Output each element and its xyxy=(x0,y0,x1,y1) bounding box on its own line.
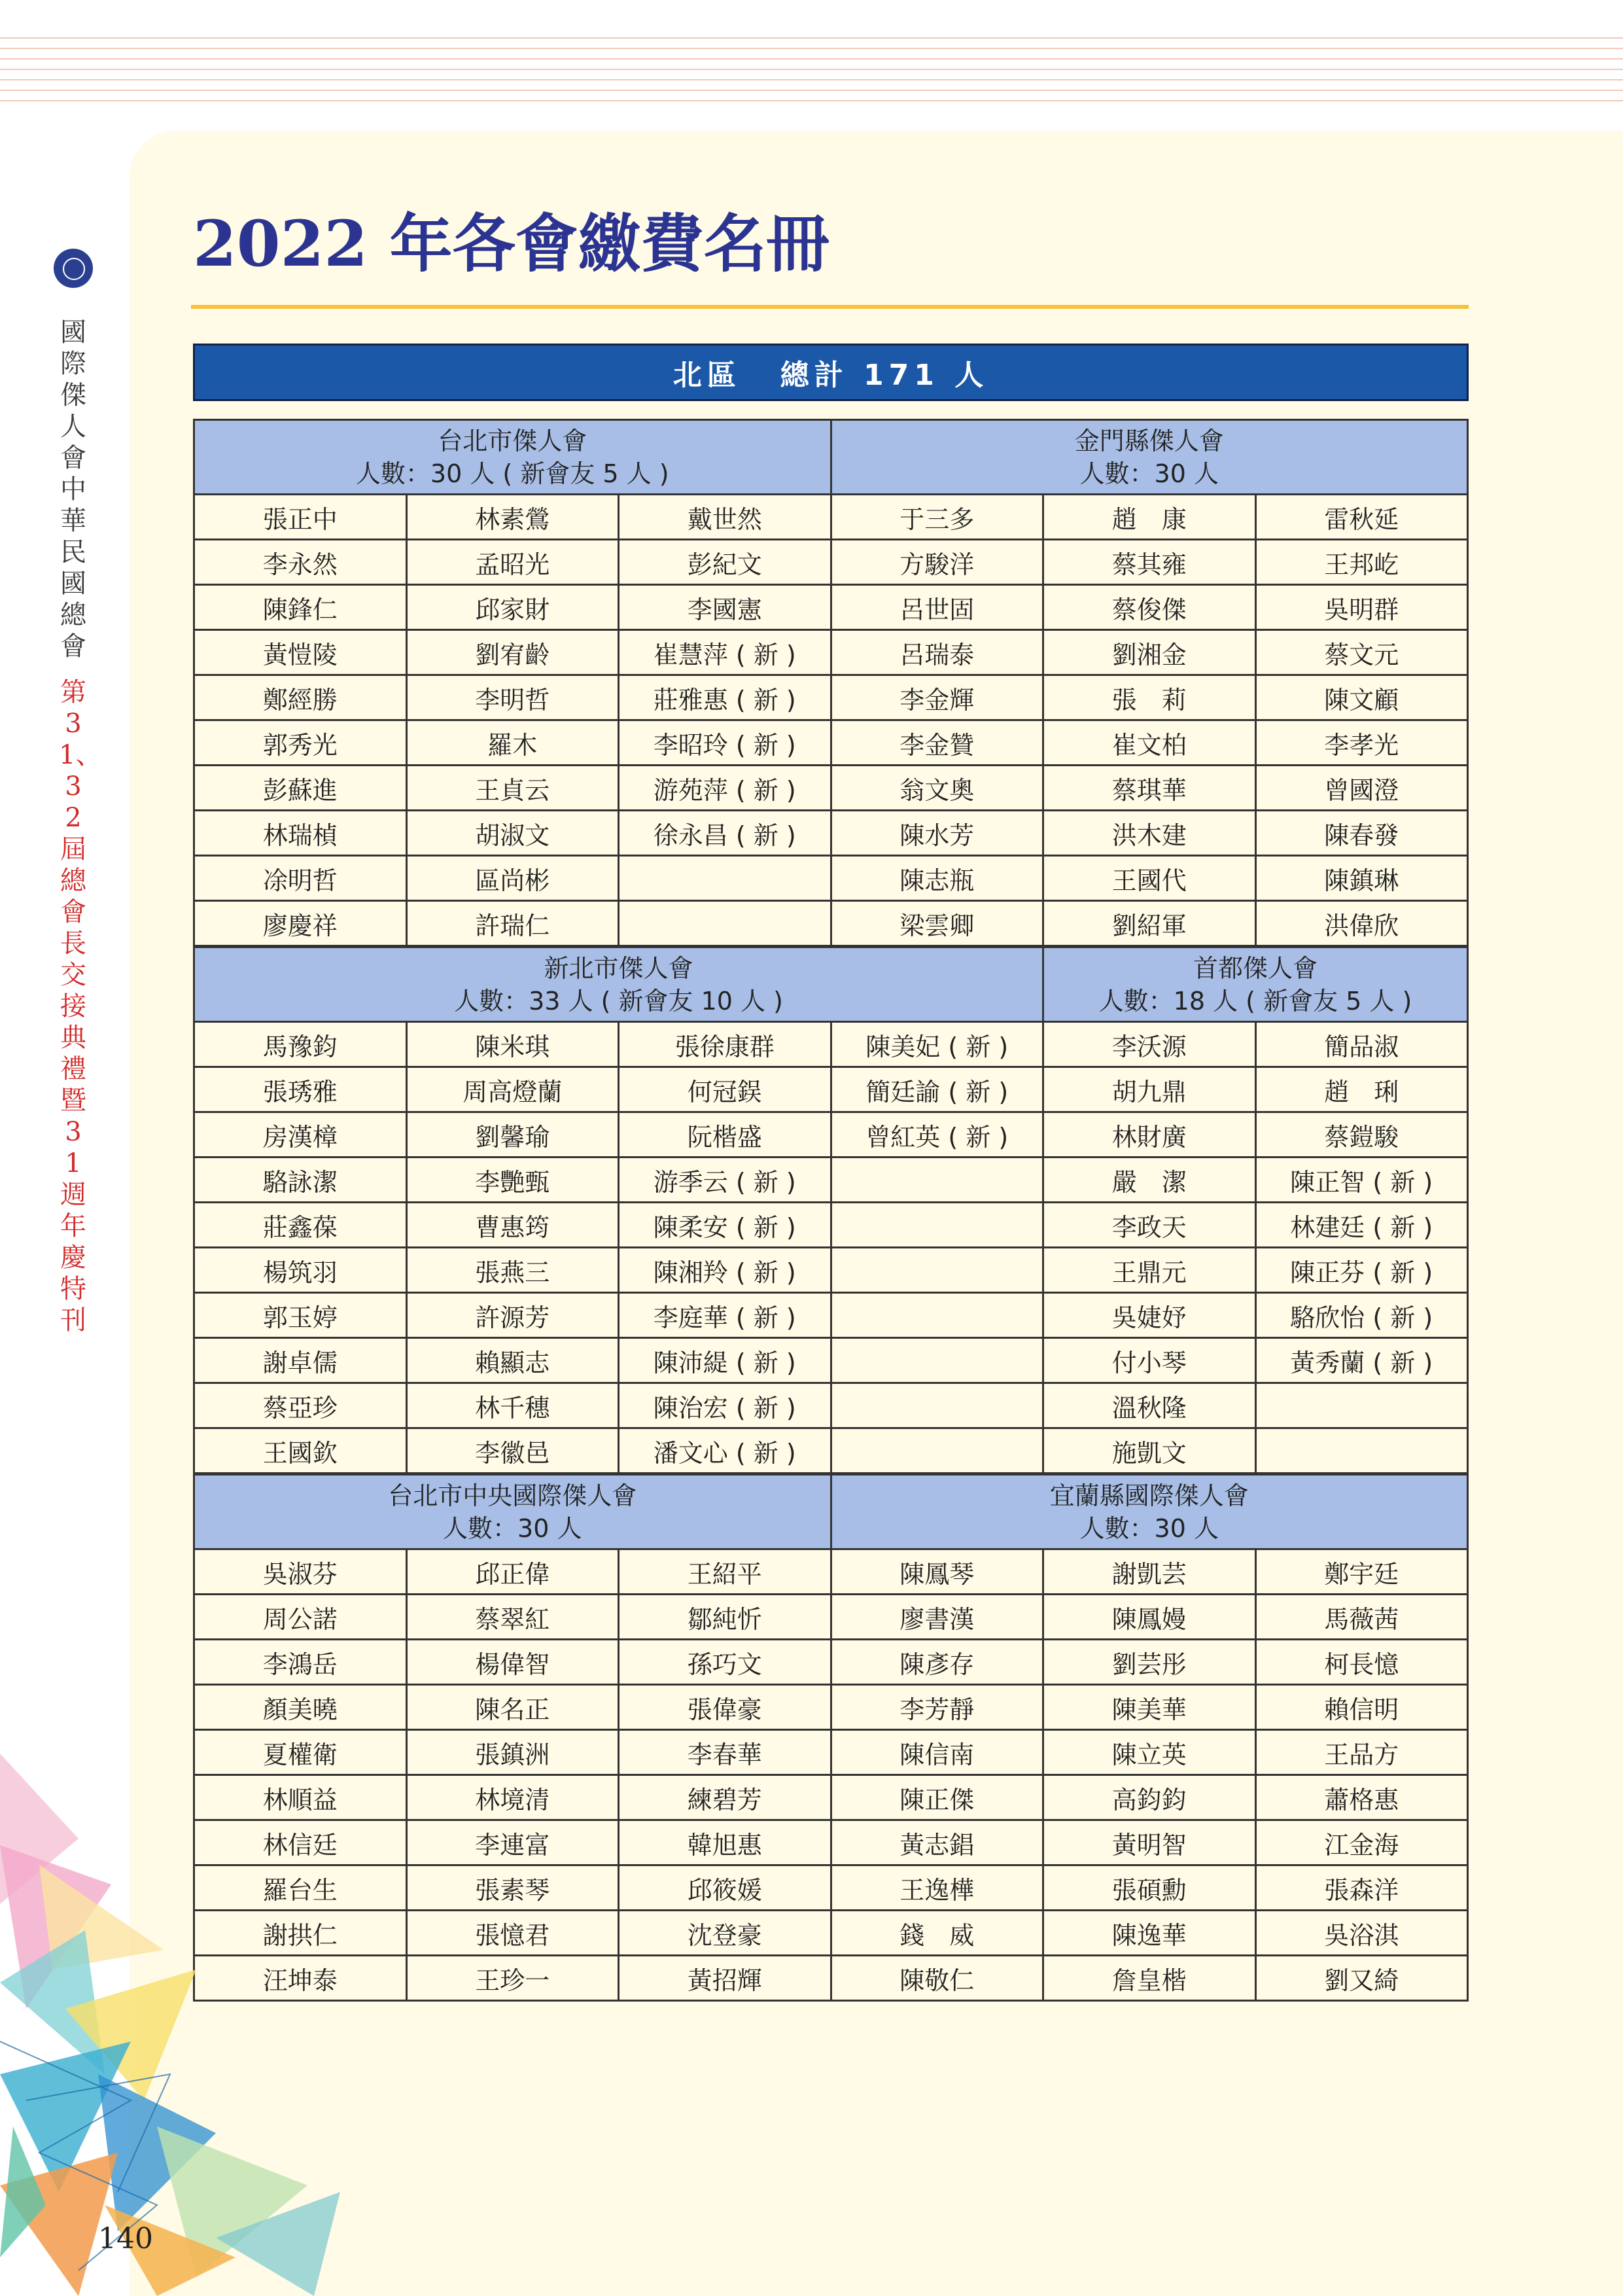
member-name-cell: 陳信南 xyxy=(831,1730,1043,1775)
table-row xyxy=(194,1549,1468,1595)
region-total: 總計 171 人 xyxy=(780,359,989,392)
club-count: 人數：33 人 ( 新會友 10 人 ) xyxy=(454,986,783,1016)
member-name-cell: 徐永昌 ( 新 ) xyxy=(619,811,831,856)
member-name-cell: 李庭華 ( 新 ) xyxy=(619,1293,831,1338)
member-name-cell: 蔡亞珍 xyxy=(194,1383,407,1428)
top-stripes-decoration xyxy=(0,0,1623,108)
member-name-cell: 陳治宏 ( 新 ) xyxy=(619,1383,831,1428)
member-name-cell: 陳鳳琴 xyxy=(831,1549,1043,1595)
table-row xyxy=(194,1595,1468,1640)
member-name-cell: 張素琴 xyxy=(406,1865,619,1911)
member-name-cell: 李金輝 xyxy=(831,675,1043,720)
member-name-cell: 鄭宇廷 xyxy=(1255,1549,1468,1595)
member-name-cell: 凃明哲 xyxy=(194,856,407,901)
member-name-cell: 吳明群 xyxy=(1255,585,1468,630)
member-name-cell: 阮楷盛 xyxy=(619,1112,831,1157)
member-name-cell: 許源芳 xyxy=(406,1293,619,1338)
member-name-cell: 黃愷陵 xyxy=(194,630,407,675)
member-name-cell: 謝凱芸 xyxy=(1043,1549,1256,1595)
member-name-cell: 蕭格惠 xyxy=(1255,1775,1468,1820)
member-name-cell: 韓旭惠 xyxy=(619,1820,831,1865)
club-name: 新北市傑人會 xyxy=(544,953,693,983)
member-name-cell: 呂瑞泰 xyxy=(831,630,1043,675)
table-row xyxy=(194,1293,1468,1338)
member-name-cell: 謝卓儒 xyxy=(194,1338,407,1383)
table-row xyxy=(194,1775,1468,1820)
member-name-cell: 李艷甄 xyxy=(406,1157,619,1203)
member-name-cell: 張正中 xyxy=(194,495,407,540)
member-name-cell: 張琇雅 xyxy=(194,1067,407,1112)
club-header-right xyxy=(831,420,1468,495)
member-name-cell: 李金贊 xyxy=(831,720,1043,766)
member-name-cell: 方駿洋 xyxy=(831,540,1043,585)
member-name-cell: 張燕三 xyxy=(406,1248,619,1293)
table-row xyxy=(194,1022,1468,1067)
member-name-cell: 區尚彬 xyxy=(406,856,619,901)
member-name-cell: 吳婕妤 xyxy=(1043,1293,1256,1338)
table-row xyxy=(194,856,1468,901)
member-name-cell: 江金海 xyxy=(1255,1820,1468,1865)
member-name-cell: 付小琴 xyxy=(1043,1338,1256,1383)
table-row xyxy=(194,901,1468,946)
member-name-cell: 許瑞仁 xyxy=(406,901,619,946)
member-name-cell: 曾國澄 xyxy=(1255,766,1468,811)
member-name-cell: 梁雲卿 xyxy=(831,901,1043,946)
club-header-right xyxy=(831,1475,1468,1549)
club-header-left xyxy=(194,420,831,495)
member-name-cell: 陳米琪 xyxy=(406,1022,619,1067)
member-name-cell: 顏美曉 xyxy=(194,1685,407,1730)
member-name-cell: 林順益 xyxy=(194,1775,407,1820)
member-name-cell: 翁文奧 xyxy=(831,766,1043,811)
club-count: 人數：30 人 xyxy=(1079,459,1219,488)
member-name-cell: 張鎮洲 xyxy=(406,1730,619,1775)
decorative-triangles xyxy=(0,1734,340,2296)
table-row xyxy=(194,1248,1468,1293)
member-name-cell: 陳鎮琳 xyxy=(1255,856,1468,901)
member-name-cell: 吳浴淇 xyxy=(1255,1911,1468,1956)
table-row xyxy=(194,1383,1468,1428)
member-name-cell xyxy=(1255,1428,1468,1474)
member-name-cell: 劉又綺 xyxy=(1255,1956,1468,2001)
table-row xyxy=(194,1067,1468,1112)
member-name-cell: 陳美妃 ( 新 ) xyxy=(831,1022,1043,1067)
member-name-cell: 張碩勳 xyxy=(1043,1865,1256,1911)
member-name-cell: 張 莉 xyxy=(1043,675,1256,720)
member-name-cell: 彭蘇進 xyxy=(194,766,407,811)
sidebar xyxy=(47,249,102,1336)
region-banner xyxy=(193,344,1469,401)
member-name-cell: 蔡翠紅 xyxy=(406,1595,619,1640)
member-name-cell: 陳正芬 ( 新 ) xyxy=(1255,1248,1468,1293)
member-name-cell: 陳柔安 ( 新 ) xyxy=(619,1203,831,1248)
member-name-cell: 劉馨瑜 xyxy=(406,1112,619,1157)
club-header-left xyxy=(194,1475,831,1549)
member-name-cell: 王邦屹 xyxy=(1255,540,1468,585)
club-name: 金門縣傑人會 xyxy=(1074,426,1224,455)
member-name-cell: 張徐康群 xyxy=(619,1022,831,1067)
member-name-cell: 林境清 xyxy=(406,1775,619,1820)
region-name: 北區 xyxy=(672,359,741,392)
member-name-cell: 王逸樺 xyxy=(831,1865,1043,1911)
member-name-cell: 李孝光 xyxy=(1255,720,1468,766)
table-row xyxy=(194,1157,1468,1203)
member-name-cell: 謝拱仁 xyxy=(194,1911,407,1956)
member-name-cell: 林瑞楨 xyxy=(194,811,407,856)
member-name-cell: 嚴 潔 xyxy=(1043,1157,1256,1203)
table-row xyxy=(194,1911,1468,1956)
table-row xyxy=(194,1338,1468,1383)
member-name-cell: 曹惠筠 xyxy=(406,1203,619,1248)
club-table-2 xyxy=(193,946,1469,1474)
table-row xyxy=(194,1640,1468,1685)
member-name-cell: 邱筱媛 xyxy=(619,1865,831,1911)
member-name-cell: 張偉豪 xyxy=(619,1685,831,1730)
table-row xyxy=(194,766,1468,811)
club-count: 人數：30 人 ( 新會友 5 人 ) xyxy=(355,459,669,488)
member-name-cell: 陳逸華 xyxy=(1043,1911,1256,1956)
club-count: 人數：18 人 ( 新會友 5 人 ) xyxy=(1098,986,1412,1016)
member-name-cell: 黃秀蘭 ( 新 ) xyxy=(1255,1338,1468,1383)
member-name-cell: 趙 康 xyxy=(1043,495,1256,540)
member-name-cell xyxy=(831,1293,1043,1338)
table-row xyxy=(194,540,1468,585)
club-name: 首都傑人會 xyxy=(1193,953,1318,983)
member-name-cell: 劉芸彤 xyxy=(1043,1640,1256,1685)
member-name-cell: 蔡琪華 xyxy=(1043,766,1256,811)
member-name-cell: 洪木建 xyxy=(1043,811,1256,856)
member-name-cell: 鄭經勝 xyxy=(194,675,407,720)
table-row xyxy=(194,495,1468,540)
table-row xyxy=(194,1730,1468,1775)
member-name-cell: 練碧芳 xyxy=(619,1775,831,1820)
member-name-cell: 錢 威 xyxy=(831,1911,1043,1956)
member-name-cell: 廖書漢 xyxy=(831,1595,1043,1640)
member-name-cell: 陳名正 xyxy=(406,1685,619,1730)
member-name-cell: 吳淑芬 xyxy=(194,1549,407,1595)
member-name-cell: 崔文柏 xyxy=(1043,720,1256,766)
member-name-cell: 游苑萍 ( 新 ) xyxy=(619,766,831,811)
member-name-cell: 沈登豪 xyxy=(619,1911,831,1956)
member-name-cell: 馬豫鈞 xyxy=(194,1022,407,1067)
member-name-cell: 王貞云 xyxy=(406,766,619,811)
member-name-cell: 雷秋延 xyxy=(1255,495,1468,540)
member-name-cell: 李徽邑 xyxy=(406,1428,619,1474)
member-name-cell: 陳彥存 xyxy=(831,1640,1043,1685)
side-title-text: 國際傑人會中華民國總會 xyxy=(60,317,86,662)
member-name-cell: 曾紅英 ( 新 ) xyxy=(831,1112,1043,1157)
member-name-cell: 王紹平 xyxy=(619,1549,831,1595)
member-name-cell: 張憶君 xyxy=(406,1911,619,1956)
member-name-cell: 林財廣 xyxy=(1043,1112,1256,1157)
member-name-cell: 陳美華 xyxy=(1043,1685,1256,1730)
member-name-cell: 簡廷諭 ( 新 ) xyxy=(831,1067,1043,1112)
table-row xyxy=(194,720,1468,766)
member-name-cell: 汪坤泰 xyxy=(194,1956,407,2001)
table-row xyxy=(194,1428,1468,1474)
member-name-cell: 林素鶯 xyxy=(406,495,619,540)
member-name-cell: 陳立英 xyxy=(1043,1730,1256,1775)
member-name-cell: 潘文心 ( 新 ) xyxy=(619,1428,831,1474)
member-name-cell: 王鼎元 xyxy=(1043,1248,1256,1293)
member-name-cell: 李鴻岳 xyxy=(194,1640,407,1685)
member-name-cell: 駱欣怡 ( 新 ) xyxy=(1255,1293,1468,1338)
table-row xyxy=(194,1203,1468,1248)
member-name-cell: 彭紀文 xyxy=(619,540,831,585)
member-name-cell xyxy=(831,1428,1043,1474)
member-name-cell: 邱家財 xyxy=(406,585,619,630)
club-name: 台北市傑人會 xyxy=(438,426,587,455)
member-name-cell xyxy=(831,1248,1043,1293)
member-name-cell: 李春華 xyxy=(619,1730,831,1775)
club-header-left xyxy=(194,947,1043,1022)
table-row xyxy=(194,1956,1468,2001)
member-name-cell: 蔡俊傑 xyxy=(1043,585,1256,630)
member-name-cell: 陳鳳嫚 xyxy=(1043,1595,1256,1640)
table-row xyxy=(194,1685,1468,1730)
member-name-cell: 劉宥齡 xyxy=(406,630,619,675)
member-name-cell xyxy=(1255,1383,1468,1428)
member-name-cell: 李連富 xyxy=(406,1820,619,1865)
member-name-cell: 施凱文 xyxy=(1043,1428,1256,1474)
member-name-cell: 劉紹軍 xyxy=(1043,901,1256,946)
member-name-cell: 房漢樟 xyxy=(194,1112,407,1157)
member-name-cell: 周公諾 xyxy=(194,1595,407,1640)
member-name-cell: 王國欽 xyxy=(194,1428,407,1474)
member-name-cell: 蔡鎧駿 xyxy=(1255,1112,1468,1157)
member-name-cell: 黃明智 xyxy=(1043,1820,1256,1865)
member-name-cell: 洪偉欣 xyxy=(1255,901,1468,946)
member-name-cell xyxy=(619,901,831,946)
table-row xyxy=(194,1865,1468,1911)
club-name: 宜蘭縣國際傑人會 xyxy=(1049,1481,1249,1510)
member-name-cell: 劉湘金 xyxy=(1043,630,1256,675)
member-name-cell: 游季云 ( 新 ) xyxy=(619,1157,831,1203)
member-name-cell: 王國代 xyxy=(1043,856,1256,901)
member-name-cell: 黃志錩 xyxy=(831,1820,1043,1865)
member-name-cell: 蔡其雍 xyxy=(1043,540,1256,585)
member-name-cell: 楊筑羽 xyxy=(194,1248,407,1293)
member-name-cell: 周高燈蘭 xyxy=(406,1067,619,1112)
member-name-cell: 陳水芳 xyxy=(831,811,1043,856)
member-name-cell: 李永然 xyxy=(194,540,407,585)
member-name-cell: 李沃源 xyxy=(1043,1022,1256,1067)
page-number: 140 xyxy=(98,2222,153,2255)
member-name-cell: 簡品淑 xyxy=(1255,1022,1468,1067)
member-name-cell: 胡九鼎 xyxy=(1043,1067,1256,1112)
member-name-cell xyxy=(831,1157,1043,1203)
member-name-cell: 黃招輝 xyxy=(619,1956,831,2001)
member-name-cell: 于三多 xyxy=(831,495,1043,540)
member-name-cell: 林信廷 xyxy=(194,1820,407,1865)
member-name-cell: 何冠鋘 xyxy=(619,1067,831,1112)
side-event-text: 第31、32屆總會長交接典禮暨31週年慶特刊 xyxy=(59,677,102,1335)
club-table-3 xyxy=(193,1474,1469,2002)
member-name-cell: 陳鋒仁 xyxy=(194,585,407,630)
member-name-cell: 高鈞鈞 xyxy=(1043,1775,1256,1820)
member-name-cell: 楊偉智 xyxy=(406,1640,619,1685)
member-name-cell: 郭玉婷 xyxy=(194,1293,407,1338)
table-row xyxy=(194,811,1468,856)
club-table-1 xyxy=(193,419,1469,947)
page-title: 2022 年各會繳費名冊 xyxy=(193,207,829,281)
table-row xyxy=(194,675,1468,720)
member-name-cell: 賴信明 xyxy=(1255,1685,1468,1730)
member-name-cell: 李國憲 xyxy=(619,585,831,630)
member-name-cell: 鄒純忻 xyxy=(619,1595,831,1640)
member-name-cell: 陳敬仁 xyxy=(831,1956,1043,2001)
member-name-cell: 孫巧文 xyxy=(619,1640,831,1685)
table-row xyxy=(194,585,1468,630)
member-name-cell: 陳正智 ( 新 ) xyxy=(1255,1157,1468,1203)
member-name-cell xyxy=(831,1338,1043,1383)
member-name-cell: 溫秋隆 xyxy=(1043,1383,1256,1428)
member-name-cell: 莊雅惠 ( 新 ) xyxy=(619,675,831,720)
member-name-cell: 胡淑文 xyxy=(406,811,619,856)
member-name-cell: 莊鑫葆 xyxy=(194,1203,407,1248)
association-seal-logo xyxy=(54,249,93,288)
table-row xyxy=(194,630,1468,675)
member-name-cell: 蔡文元 xyxy=(1255,630,1468,675)
member-name-cell: 林建廷 ( 新 ) xyxy=(1255,1203,1468,1248)
member-name-cell xyxy=(831,1203,1043,1248)
member-name-cell: 戴世然 xyxy=(619,495,831,540)
club-count: 人數：30 人 xyxy=(443,1513,582,1543)
member-name-cell: 詹皇楷 xyxy=(1043,1956,1256,2001)
member-name-cell: 羅木 xyxy=(406,720,619,766)
member-name-cell: 王珍一 xyxy=(406,1956,619,2001)
member-name-cell: 趙 琍 xyxy=(1255,1067,1468,1112)
member-name-cell: 陳春發 xyxy=(1255,811,1468,856)
member-name-cell: 孟昭光 xyxy=(406,540,619,585)
member-name-cell: 張森洋 xyxy=(1255,1865,1468,1911)
member-name-cell: 陳文顧 xyxy=(1255,675,1468,720)
member-name-cell: 邱正偉 xyxy=(406,1549,619,1595)
member-name-cell xyxy=(619,856,831,901)
table-row xyxy=(194,1112,1468,1157)
member-name-cell: 陳沛緹 ( 新 ) xyxy=(619,1338,831,1383)
member-name-cell: 王品方 xyxy=(1255,1730,1468,1775)
member-name-cell: 柯長憶 xyxy=(1255,1640,1468,1685)
member-name-cell: 駱詠潔 xyxy=(194,1157,407,1203)
member-name-cell: 李明哲 xyxy=(406,675,619,720)
member-name-cell: 呂世固 xyxy=(831,585,1043,630)
title-underline xyxy=(191,305,1469,309)
club-count: 人數：30 人 xyxy=(1079,1513,1219,1543)
member-name-cell: 郭秀光 xyxy=(194,720,407,766)
member-name-cell: 陳湘羚 ( 新 ) xyxy=(619,1248,831,1293)
member-name-cell: 廖慶祥 xyxy=(194,901,407,946)
member-name-cell: 羅台生 xyxy=(194,1865,407,1911)
member-name-cell: 李芳靜 xyxy=(831,1685,1043,1730)
member-name-cell: 崔慧萍 ( 新 ) xyxy=(619,630,831,675)
club-name: 台北市中央國際傑人會 xyxy=(388,1481,637,1510)
member-name-cell: 林千穗 xyxy=(406,1383,619,1428)
table-row xyxy=(194,1820,1468,1865)
member-name-cell: 陳正傑 xyxy=(831,1775,1043,1820)
member-name-cell: 李政天 xyxy=(1043,1203,1256,1248)
club-header-right xyxy=(1043,947,1468,1022)
member-name-cell: 夏權衛 xyxy=(194,1730,407,1775)
member-name-cell xyxy=(831,1383,1043,1428)
member-name-cell: 馬薇茜 xyxy=(1255,1595,1468,1640)
member-name-cell: 陳志瓶 xyxy=(831,856,1043,901)
member-name-cell: 賴顯志 xyxy=(406,1338,619,1383)
member-name-cell: 李昭玲 ( 新 ) xyxy=(619,720,831,766)
